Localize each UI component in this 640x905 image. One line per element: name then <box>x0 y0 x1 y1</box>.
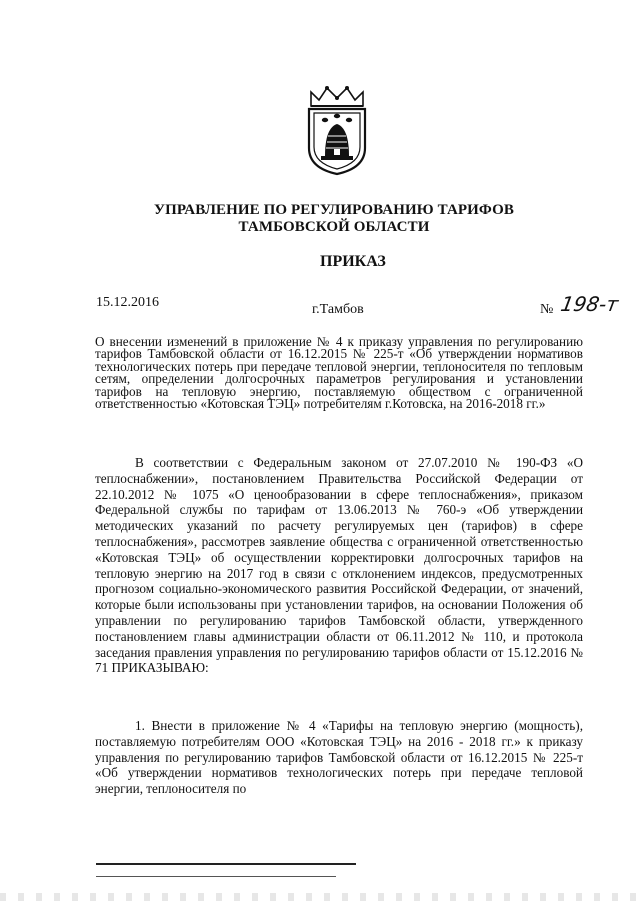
order-number-prefix: № <box>540 302 554 317</box>
order-subject: О внесении изменений в приложение № 4 к приказу управления по регулированию тарифов Тамбовской области от 16.12.2015 № 225-т «Об утверждении нормативов технологических потерь при передаче тепловой энергии, теплоносителя по тепловым сетям, определении долгосрочных параметров регулирования и установлении тарифов на тепловую энергию, поставляемую обществом с ограниченной ответственностью «Котовская ТЭЦ» потребителям г.Котовска, на 2016-2018 гг.» <box>95 334 583 412</box>
order-date: 15.12.2016 <box>96 295 159 310</box>
scan-edge-artifact <box>0 893 640 901</box>
document-type-heading: ПРИКАЗ <box>320 253 386 270</box>
order-city: г.Тамбов <box>312 302 364 317</box>
clause-1-paragraph <box>95 718 583 797</box>
order-number-handwritten: 198-т <box>558 292 621 316</box>
preamble-paragraph <box>95 455 583 676</box>
footer-rule <box>96 863 356 865</box>
organization-title-line1: УПРАВЛЕНИЕ ПО РЕГУЛИРОВАНИЮ ТАРИФОВ <box>154 202 514 218</box>
organization-title-line2: ТАМБОВСКОЙ ОБЛАСТИ <box>238 219 430 235</box>
footer-rule-secondary <box>96 876 336 877</box>
tambov-coat-of-arms-icon <box>297 84 377 176</box>
clause-1-text: 1. Внести в приложение № 4 «Тарифы на тепловую энергию (мощность), поставляемую потребителям ООО «Котовская ТЭЦ» на 2016 - 2018 гг.» к приказу управления по регулированию тарифов Тамбовской области от 16.12.2015 № 225-т «Об утверждении нормативов технологических потерь при передаче тепловой энергии, теплоносителя по <box>95 718 583 797</box>
preamble-text: В соответствии с Федеральным законом от 27.07.2010 № 190-ФЗ «О теплоснабжении», постановлением Правительства Российской Федерации от 22.10.2012 № 1075 «О ценообразовании в сфере теплоснабжения», приказом Федеральной службы по тарифам от 13.06.2013 № 760-э «Об утверждении методических указаний по расчету регулируемых цен (тарифов) в сфере теплоснабжения», рассмотрев заявление общества с ограниченной ответственностью «Котовская ТЭЦ» об осуществлении корректировки долгосрочных тарифов на тепловую энергию на 2017 год в связи с отклонением индексов, предусмотренных прогнозом социально-экономического развития Российской Федерации, от значений, которые были использованы при установлении тарифов, на основании Положения об управлении по регулированию тарифов Тамбовской области, утвержденного постановлением главы администрации области от 06.11.2012 № 110, и протокола заседания правления управления по регулированию тарифов области от 15.12.2016 № 71 ПРИКАЗЫВАЮ: <box>95 455 583 676</box>
